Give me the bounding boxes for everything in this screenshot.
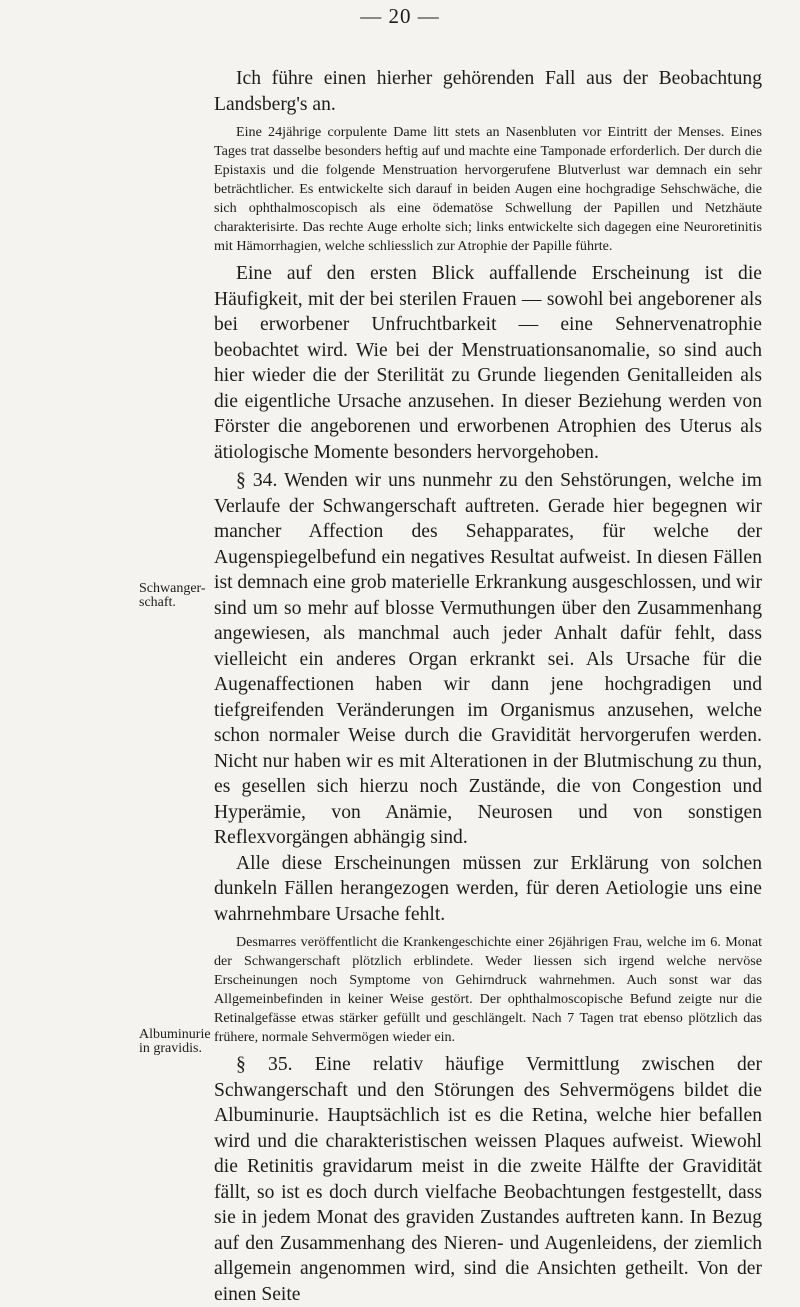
case-report-landsberg: Eine 24jährige corpulente Dame litt stets an Nasenbluten vor Eintritt der Menses. Eines Tages trat dasselbe besonders heftig auf und machte eine Tamponade erforderlich. Der durch die Epistaxis und die folgende Menstruation hervorgerufene Blutverlust war demnach ein sehr beträchtlicher. Es entwickelte sich darauf in beiden Augen eine hochgradige Sehschwäche, die sich ophthalmoscopisch als eine ödematöse Schwellung der Papillen und Netzhäute charakterisirte. Das rechte Auge erholte sich; links entwickelte sich dagegen eine Neuroretinitis mit Hämorrhagien, welche schliesslich zur Atrophie der Papille führte. [214, 124, 762, 254]
section-35: § 35. Eine relativ häufige Vermittlung zwischen der Schwangerschaft und den Störungen des Sehvermögens bildet die Albuminurie. Hauptsächlich ist es die Retina, welche hier befallen wird und die charakteristischen weissen Plaques aufweist. Wiewohl die Retinitis gravidarum meist in die zweite Hälfte der Gravidität fällt, so ist es doch durch vielfache Beobachtungen festgestellt, dass sie in jedem Monat des graviden Zustandes auftreten kann. In Bezug auf den Zusammenhang des Nieren- und Augenleidens, der ziemlich allgemein angenommen wird, sind die Ansichten getheilt. Von der einen Seite [214, 1054, 762, 1305]
section-34: § 34. Wenden wir uns nunmehr zu den Sehstörungen, welche im Verlaufe der Schwangerschaft auftreten. Gerade hier begegnen wir mancher Affection des Sehapparates, für welche der Augenspiegelbefund ein negatives Resultat aufweist. In diesen Fällen ist demnach eine grob materielle Erkrankung ausgeschlossen, und wir sind um so mehr auf blosse Vermuthungen über den Zusammenhang angewiesen, als manchmal auch jeder Anhalt dafür fehlt, dass vielleicht ein anderes Organ erkrankt sei. Als Ursache für die Augenaffectionen haben wir dann jene hochgradigen und tiefgreifenden Veränderungen im Organismus anzusehen, welche schon normaler Weise durch die Gravidität hervorgerufen werden. Nicht nur haben wir es mit Alterationen in der Blutmischung zu thun, es gesellen sich hierzu noch Zustände, die von Congestion und Hyperämie, von Anämie, Neurosen und von sonstigen Reflexvorgängen abhängig sind. [214, 470, 762, 848]
paragraph-aetiology: Alle diese Erscheinungen müssen zur Erklärung von solchen dunkeln Fällen herangezogen werden, für deren Aetiologie uns eine wahrnehmbare Ursache fehlt. [214, 852, 762, 925]
text-column [214, 66, 762, 1307]
margin-note-schwangerschaft: Schwanger-schaft. [139, 581, 206, 610]
case-report-desmarres: Desmarres veröffentlicht die Krankengeschichte einer 26jährigen Frau, welche im 6. Monat der Schwangerschaft plötzlich erblindete. Weder liessen sich irgend welche nervöse Erscheinungen noch Symptome von Gehirndruck wahrnehmen. Auch sonst war das Allgemeinbefinden in keiner Weise gestört. Der ophthalmoscopische Befund zeigte nur die Retinalgefässe etwas stärker gefüllt und geschlängelt. Nach 7 Tagen trat ebenso plötzlich das frühere, normale Sehvermögen wieder ein. [214, 934, 762, 1045]
paragraph-sterility: Eine auf den ersten Blick auffallende Erscheinung ist die Häufigkeit, mit der bei sterilen Frauen — sowohl bei angeborener als bei erworbener Unfruchtbarkeit — eine Sehnervenatrophie beobachtet wird. Wie bei der Menstruationsanomalie, so sind auch hier wieder die der Sterilität zu Grunde liegenden Genitalleiden als die eigentliche Ursache anzusehen. In dieser Beziehung werden von Förster die angeborenen und erworbenen Atrophien des Uterus als ätiologische Momente besonders hervorgehoben. [214, 263, 762, 463]
page-number: — 20 — [360, 4, 440, 28]
paragraph-intro: Ich führe einen hierher gehörenden Fall aus der Beobachtung Landsberg's an. [214, 68, 762, 115]
margin-note-albuminurie: Albuminurie in gravidis. [139, 1027, 211, 1056]
